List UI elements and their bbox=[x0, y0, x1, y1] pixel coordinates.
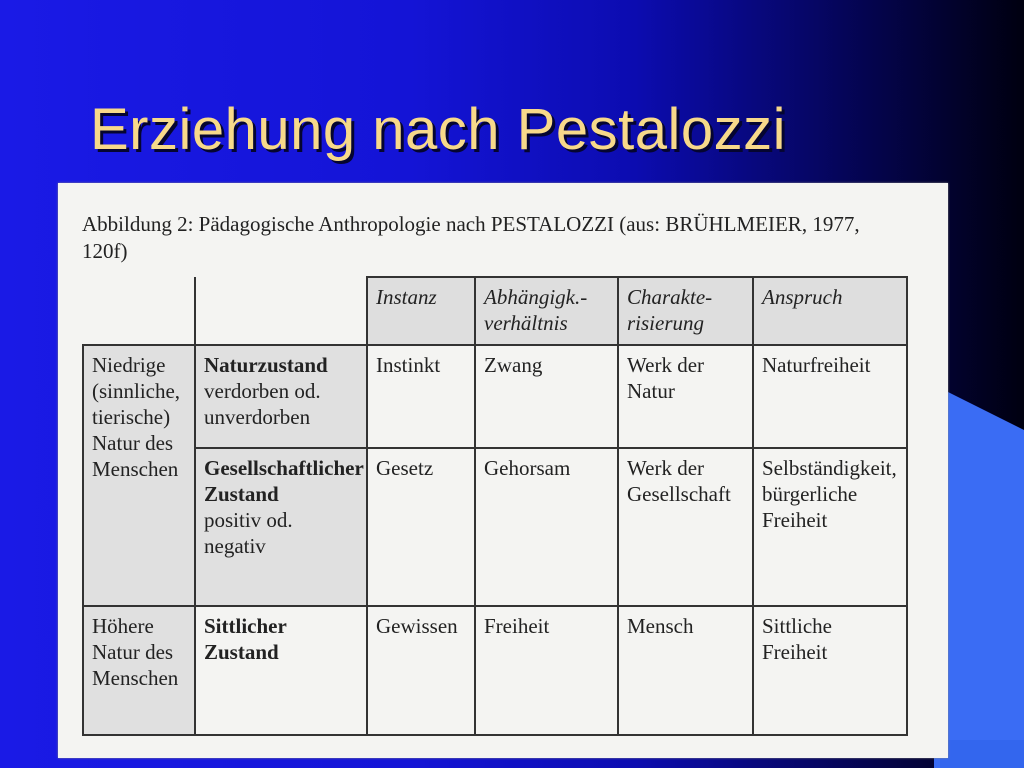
table-cell: Gewissen bbox=[367, 606, 475, 735]
table-cell: Instinkt bbox=[367, 345, 475, 448]
state-cell bbox=[195, 345, 367, 448]
table-row bbox=[83, 448, 907, 606]
slide-title: Erziehung nach Pestalozzi bbox=[90, 97, 787, 162]
table-cell: Gesetz bbox=[367, 448, 475, 606]
anthropology-table bbox=[82, 276, 908, 736]
figure-caption: Abbildung 2: Pädagogische Anthropologie nach PESTALOZZI (aus: BRÜHLMEIER, 1977, 120f) bbox=[82, 212, 860, 263]
empty-corner-cell bbox=[195, 277, 367, 345]
state-note: verdorben od. unverdorben bbox=[204, 379, 321, 429]
table-row bbox=[83, 345, 907, 448]
table-cell: Gehorsam bbox=[475, 448, 618, 606]
table-cell: Zwang bbox=[475, 345, 618, 448]
table-cell: Naturfreiheit bbox=[753, 345, 907, 448]
table-cell: Werk der Natur bbox=[618, 345, 753, 448]
table-cell: Sittliche Freiheit bbox=[753, 606, 907, 735]
header-charakterisierung: Charakte-risierung bbox=[618, 277, 753, 345]
table-row bbox=[83, 606, 907, 735]
table-cell: Selbständigkeit, bürgerliche Freiheit bbox=[753, 448, 907, 606]
table-cell: Werk der Gesellschaft bbox=[618, 448, 753, 606]
header-instanz: Instanz bbox=[367, 277, 475, 345]
scanned-figure bbox=[58, 183, 948, 758]
state-name: Gesellschaftlicher Zustand bbox=[204, 456, 364, 506]
higher-nature-label: Höhere Natur des Menschen bbox=[83, 606, 195, 735]
state-name: Naturzustand bbox=[204, 353, 328, 377]
decorative-bottom-shape bbox=[940, 740, 1024, 768]
state-cell bbox=[195, 606, 367, 735]
state-cell bbox=[195, 448, 367, 606]
table-cell: Mensch bbox=[618, 606, 753, 735]
empty-corner-cell bbox=[83, 277, 195, 345]
header-anspruch: Anspruch bbox=[753, 277, 907, 345]
lower-nature-label: Niedrige (sinnliche, tierische) Natur des Menschen bbox=[83, 345, 195, 606]
table-cell: Freiheit bbox=[475, 606, 618, 735]
header-abhaengigkeitsverhaeltnis: Abhängigk.-verhältnis bbox=[475, 277, 618, 345]
state-name: Sittlicher Zustand bbox=[204, 614, 287, 664]
state-note: positiv od. negativ bbox=[204, 508, 293, 558]
header-row bbox=[83, 277, 907, 345]
